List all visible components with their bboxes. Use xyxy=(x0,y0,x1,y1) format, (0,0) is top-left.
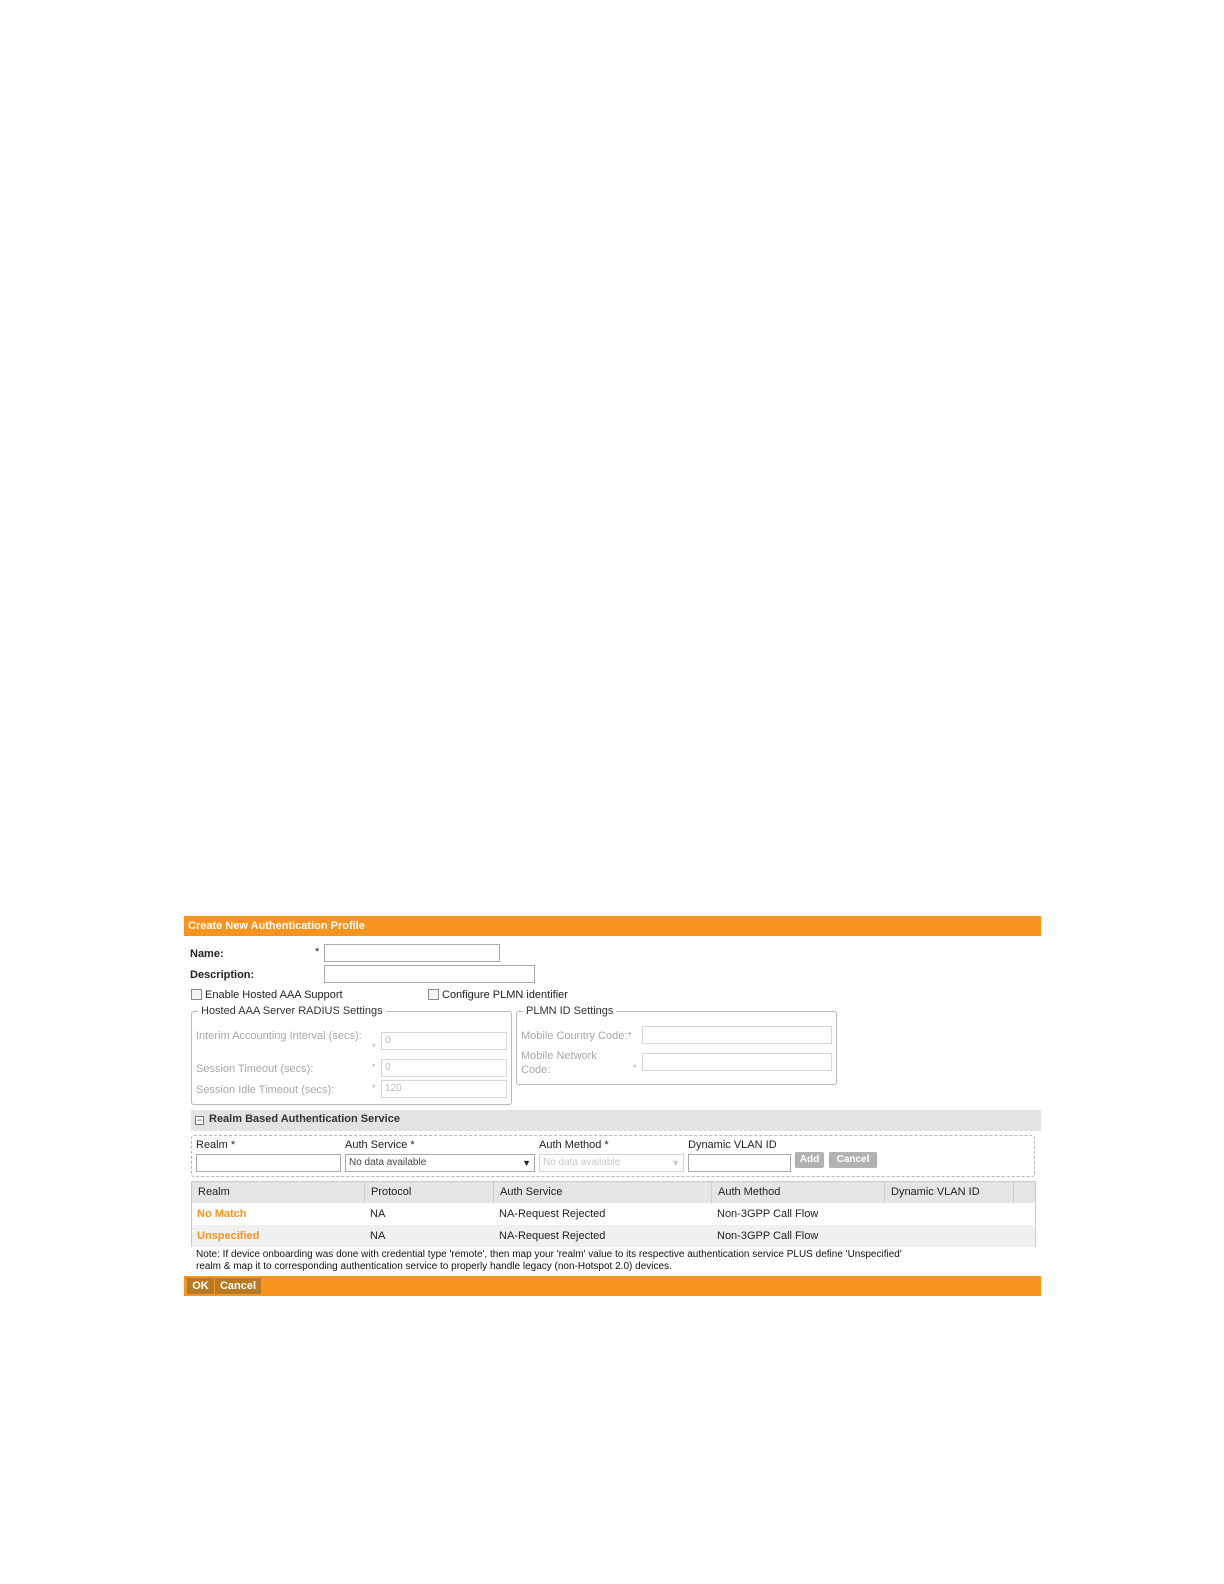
enable-hosted-aaa-checkbox[interactable] xyxy=(191,989,202,1000)
column-header-realm[interactable]: Realm xyxy=(192,1182,365,1203)
auth-service-field-label: Auth Service * xyxy=(345,1139,415,1151)
session-timeout-required-mark: * xyxy=(372,1062,376,1072)
interim-accounting-label: Interim Accounting Interval (secs): xyxy=(196,1030,362,1042)
mobile-network-code-input[interactable] xyxy=(642,1053,832,1071)
dialog-title: Create New Authentication Profile xyxy=(184,916,1041,936)
interim-required-mark: * xyxy=(372,1042,376,1052)
hosted-aaa-settings-legend: Hosted AAA Server RADIUS Settings xyxy=(201,1005,383,1017)
dropdown-arrow-icon: ▼ xyxy=(671,1158,680,1168)
auth-method-field-label: Auth Method * xyxy=(539,1139,609,1151)
description-input[interactable] xyxy=(324,965,535,983)
realm-note xyxy=(196,1249,1026,1273)
interim-accounting-input[interactable]: 0 xyxy=(381,1032,507,1050)
idle-timeout-required-mark: * xyxy=(372,1083,376,1093)
mobile-network-code-label-line2: Code: xyxy=(521,1064,551,1076)
auth-service-select[interactable] xyxy=(345,1154,535,1172)
ok-button[interactable]: OK xyxy=(187,1278,214,1294)
mobile-network-code-label-line1: Mobile Network xyxy=(521,1050,597,1062)
enable-hosted-aaa-label: Enable Hosted AAA Support xyxy=(205,989,343,1001)
realm-link[interactable]: No Match xyxy=(197,1208,247,1220)
description-label: Description: xyxy=(190,969,255,981)
table-row[interactable] xyxy=(192,1203,1035,1225)
cancel-realm-button[interactable]: Cancel xyxy=(829,1152,877,1168)
plmn-settings-group xyxy=(516,1005,837,1085)
name-required-mark: * xyxy=(315,946,320,958)
dynamic-vlan-field-label: Dynamic VLAN ID xyxy=(688,1139,777,1151)
configure-plmn-label: Configure PLMN identifier xyxy=(442,989,568,1001)
dialog-footer xyxy=(184,1276,1041,1296)
realm-table xyxy=(191,1181,1036,1247)
plmn-settings-legend: PLMN ID Settings xyxy=(526,1005,614,1017)
realm-table-header xyxy=(192,1182,1035,1204)
collapse-icon[interactable]: − xyxy=(196,1115,203,1125)
auth-method-cell: Non-3GPP Call Flow xyxy=(717,1208,819,1220)
column-header-dynamic-vlan[interactable]: Dynamic VLAN ID xyxy=(885,1182,1014,1203)
table-row[interactable] xyxy=(192,1225,1035,1247)
column-header-protocol[interactable]: Protocol xyxy=(365,1182,494,1203)
session-timeout-input[interactable]: 0 xyxy=(381,1059,507,1077)
auth-method-selected: No data available xyxy=(543,1157,621,1168)
column-header-auth-method[interactable]: Auth Method xyxy=(712,1182,885,1203)
realm-section-title: Realm Based Authentication Service xyxy=(209,1113,400,1125)
auth-service-selected: No data available xyxy=(349,1157,427,1168)
column-header-auth-service[interactable]: Auth Service xyxy=(494,1182,712,1203)
cancel-button[interactable]: Cancel xyxy=(215,1278,261,1294)
realm-note-line2: realm & map it to corresponding authentication service to properly handle legacy (non-Hotspot 2.0) devices. xyxy=(196,1261,672,1272)
mobile-country-code-input[interactable] xyxy=(642,1026,832,1044)
session-idle-timeout-input[interactable]: 120 xyxy=(381,1080,507,1098)
name-label: Name: xyxy=(190,948,224,960)
auth-service-cell: NA-Request Rejected xyxy=(499,1208,606,1220)
session-timeout-label: Session Timeout (secs): xyxy=(196,1063,314,1075)
mobile-country-code-label: Mobile Country Code:* xyxy=(521,1030,632,1042)
dynamic-vlan-input[interactable] xyxy=(688,1154,791,1172)
mnc-required-mark: * xyxy=(633,1063,637,1073)
protocol-cell: NA xyxy=(370,1230,386,1242)
session-idle-timeout-label: Session Idle Timeout (secs): xyxy=(196,1084,335,1096)
auth-method-select[interactable] xyxy=(539,1154,684,1172)
add-realm-button[interactable]: Add xyxy=(795,1152,824,1168)
realm-input[interactable] xyxy=(196,1154,341,1172)
realm-note-line1: Note: If device onboarding was done with credential type 'remote', then map your 'realm' value to its respective authentication service PLUS define 'Unspecified' xyxy=(196,1249,902,1260)
protocol-cell: NA xyxy=(370,1208,386,1220)
realm-field-label: Realm * xyxy=(196,1139,236,1151)
auth-method-cell: Non-3GPP Call Flow xyxy=(717,1230,819,1242)
realm-link[interactable]: Unspecified xyxy=(197,1230,260,1242)
dropdown-arrow-icon: ▼ xyxy=(522,1158,531,1168)
auth-service-cell: NA-Request Rejected xyxy=(499,1230,606,1242)
configure-plmn-checkbox[interactable] xyxy=(428,989,439,1000)
realm-section-header[interactable] xyxy=(191,1110,1041,1131)
create-authentication-profile-dialog xyxy=(184,916,1041,1296)
name-input[interactable] xyxy=(324,944,500,962)
